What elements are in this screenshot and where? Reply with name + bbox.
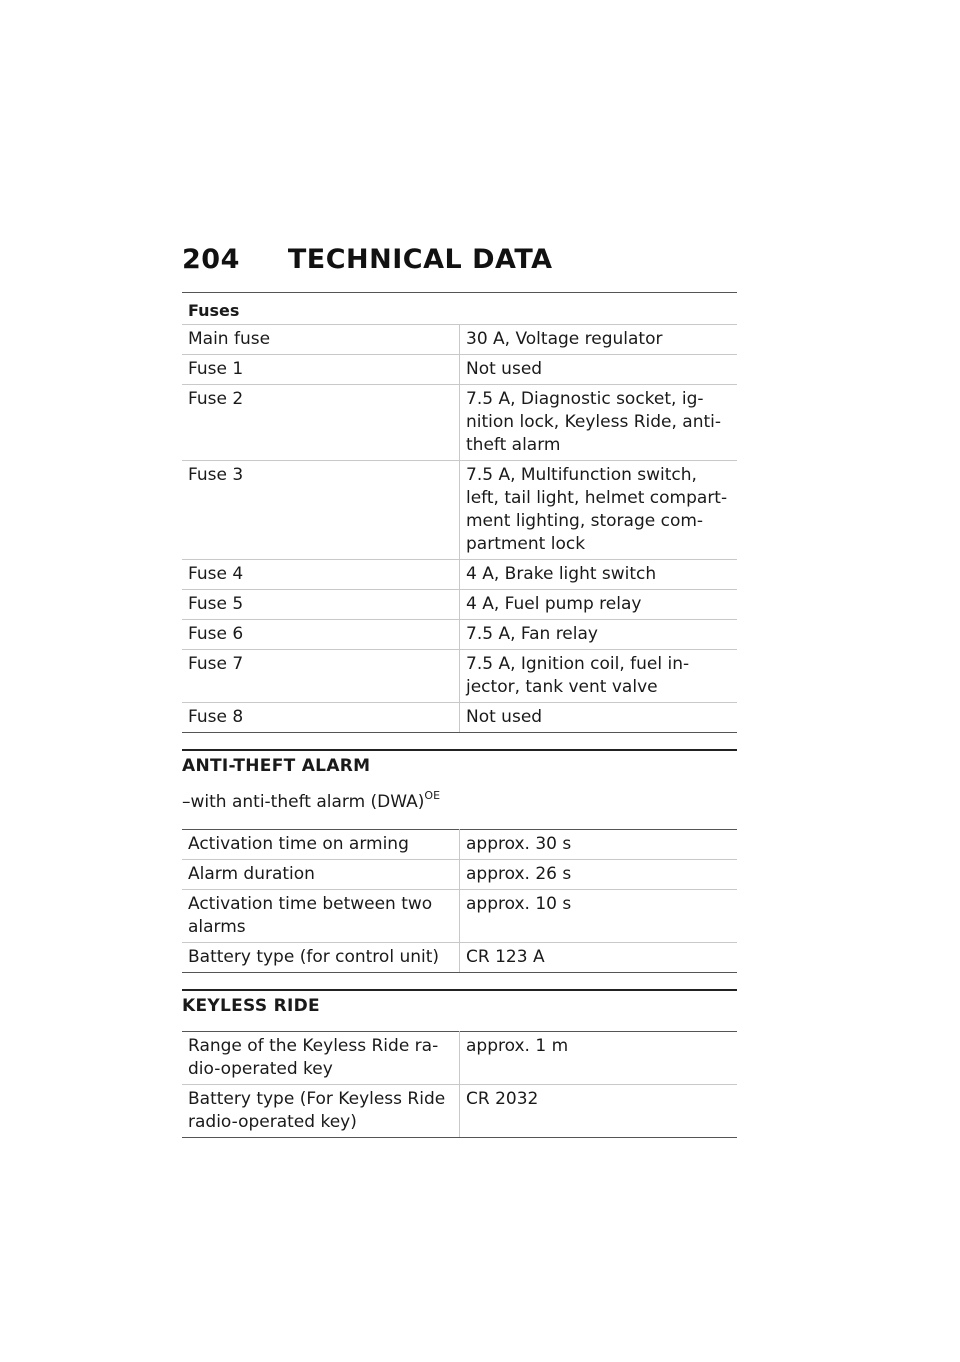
spec-label: Alarm duration xyxy=(182,860,460,890)
spec-value: 7.5 A, Diagnostic socket, ig- nition lock, Keyless Ride, anti- theft alarm xyxy=(460,385,738,461)
keyless-table xyxy=(182,1031,737,1138)
table-row xyxy=(182,830,737,860)
table-row xyxy=(182,620,737,650)
table-row xyxy=(182,1032,737,1085)
spec-value: approx. 26 s xyxy=(460,860,738,890)
spec-label: Battery type (For Keyless Ride radio-operated key) xyxy=(182,1085,460,1138)
table-row xyxy=(182,590,737,620)
keyless-title: KEYLESS RIDE xyxy=(182,996,320,1016)
table-row xyxy=(182,385,737,461)
table-row xyxy=(182,461,737,560)
anti-theft-condition xyxy=(182,785,737,813)
anti-theft-table xyxy=(182,829,737,973)
spec-label: Fuse 5 xyxy=(182,590,460,620)
section-divider xyxy=(182,989,737,991)
page-title: TECHNICAL DATA xyxy=(287,244,553,275)
condition-superscript: OE xyxy=(424,789,441,802)
spec-label: Fuse 2 xyxy=(182,385,460,461)
spec-value: CR 2032 xyxy=(460,1085,738,1138)
spec-value: 7.5 A, Ignition coil, fuel in- jector, tank vent valve xyxy=(460,650,738,703)
spec-value: Not used xyxy=(460,703,738,733)
spec-value: approx. 30 s xyxy=(460,830,738,860)
table-row xyxy=(182,703,737,733)
table-row xyxy=(182,943,737,973)
spec-value: 30 A, Voltage regulator xyxy=(460,325,738,355)
table-row xyxy=(182,650,737,703)
fuses-table xyxy=(182,292,737,733)
spec-label: Fuse 1 xyxy=(182,355,460,385)
page-header xyxy=(182,244,553,275)
section-divider xyxy=(182,749,737,751)
spec-label: Activation time between two alarms xyxy=(182,890,460,943)
spec-label: Fuse 7 xyxy=(182,650,460,703)
spec-value: approx. 1 m xyxy=(460,1032,738,1085)
spec-label: Fuse 3 xyxy=(182,461,460,560)
spec-value: 4 A, Brake light switch xyxy=(460,560,738,590)
spec-value: 7.5 A, Fan relay xyxy=(460,620,738,650)
anti-theft-title: ANTI-THEFT ALARM xyxy=(182,756,371,776)
spec-value: 7.5 A, Multifunction switch, left, tail light, helmet compart- ment lighting, storage com- partment lock xyxy=(460,461,738,560)
table-row xyxy=(182,325,737,355)
spec-value: Not used xyxy=(460,355,738,385)
table-row xyxy=(182,890,737,943)
condition-text: –with anti-theft alarm (DWA) xyxy=(182,792,425,812)
spec-label: Fuse 4 xyxy=(182,560,460,590)
spec-value: 4 A, Fuel pump relay xyxy=(460,590,738,620)
spec-value: CR 123 A xyxy=(460,943,738,973)
table-row xyxy=(182,860,737,890)
table-row xyxy=(182,1085,737,1138)
spec-label: Fuse 8 xyxy=(182,703,460,733)
spec-label: Activation time on arming xyxy=(182,830,460,860)
spec-label: Range of the Keyless Ride ra- dio-operated key xyxy=(182,1032,460,1085)
spec-label: Main fuse xyxy=(182,325,460,355)
table-row xyxy=(182,560,737,590)
content xyxy=(182,292,737,1138)
fuses-heading: Fuses xyxy=(182,293,737,325)
spec-label: Fuse 6 xyxy=(182,620,460,650)
table-row xyxy=(182,355,737,385)
page-number: 204 xyxy=(182,244,240,275)
spec-label: Battery type (for control unit) xyxy=(182,943,460,973)
spec-value: approx. 10 s xyxy=(460,890,738,943)
